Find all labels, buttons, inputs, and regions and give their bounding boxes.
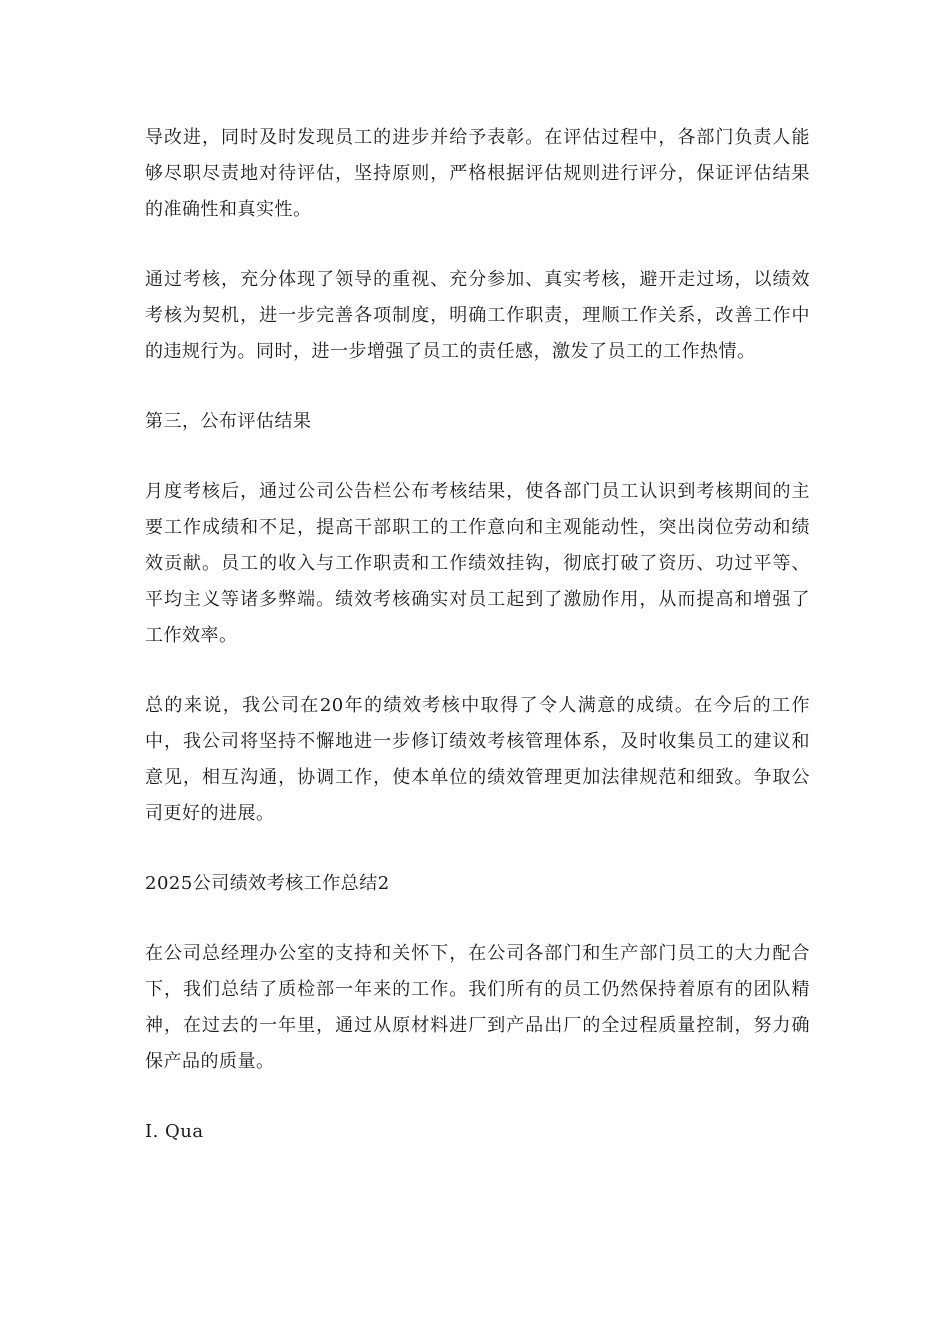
section-heading-truncated: I. Qua bbox=[145, 1121, 204, 1142]
paragraph-summary: 总的来说，我公司在20年的绩效考核中取得了令人满意的成绩。在今后的工作中，我公司将坚持不懈地进一步修订绩效考核管理体系，及时收集员工的建议和意见，相互沟通，协调工作，使本单位的绩效管理更加法律规范和细致。争取公司更好的进展。 bbox=[145, 695, 810, 824]
document-section-title: 2025公司绩效考核工作总结2 bbox=[145, 873, 390, 894]
paragraph-evaluation-process: 导改进，同时及时发现员工的进步并给予表彰。在评估过程中，各部门负责人能够尽职尽责地对待评估，坚持原则，严格根据评估规则进行评分，保证评估结果的准确性和真实性。 bbox=[145, 127, 810, 220]
paragraph-quality-department: 在公司总经理办公室的支持和关怀下，在公司各部门和生产部门员工的大力配合下，我们总结了质检部一年来的工作。我们所有的员工仍然保持着原有的团队精神，在过去的一年里，通过从原材料进厂到产品出厂的全过程质量控制，努力确保产品的质量。 bbox=[145, 943, 810, 1072]
document-body bbox=[145, 120, 810, 1150]
section-heading-publish-results: 第三，公布评估结果 bbox=[145, 411, 312, 432]
paragraph-assessment-effects: 通过考核，充分体现了领导的重视、充分参加、真实考核，避开走过场，以绩效考核为契机，进一步完善各项制度，明确工作职责，理顺工作关系，改善工作中的违规行为。同时，进一步增强了员工的责任感，激发了员工的工作热情。 bbox=[145, 269, 810, 362]
paragraph-monthly-assessment: 月度考核后，通过公司公告栏公布考核结果，使各部门员工认识到考核期间的主要工作成绩和不足，提高干部职工的工作意向和主观能动性，突出岗位劳动和绩效贡献。员工的收入与工作职责和工作绩效挂钩，彻底打破了资历、功过平等、平均主义等诸多弊端。绩效考核确实对员工起到了激励作用，从而提高和增强了工作效率。 bbox=[145, 481, 810, 646]
